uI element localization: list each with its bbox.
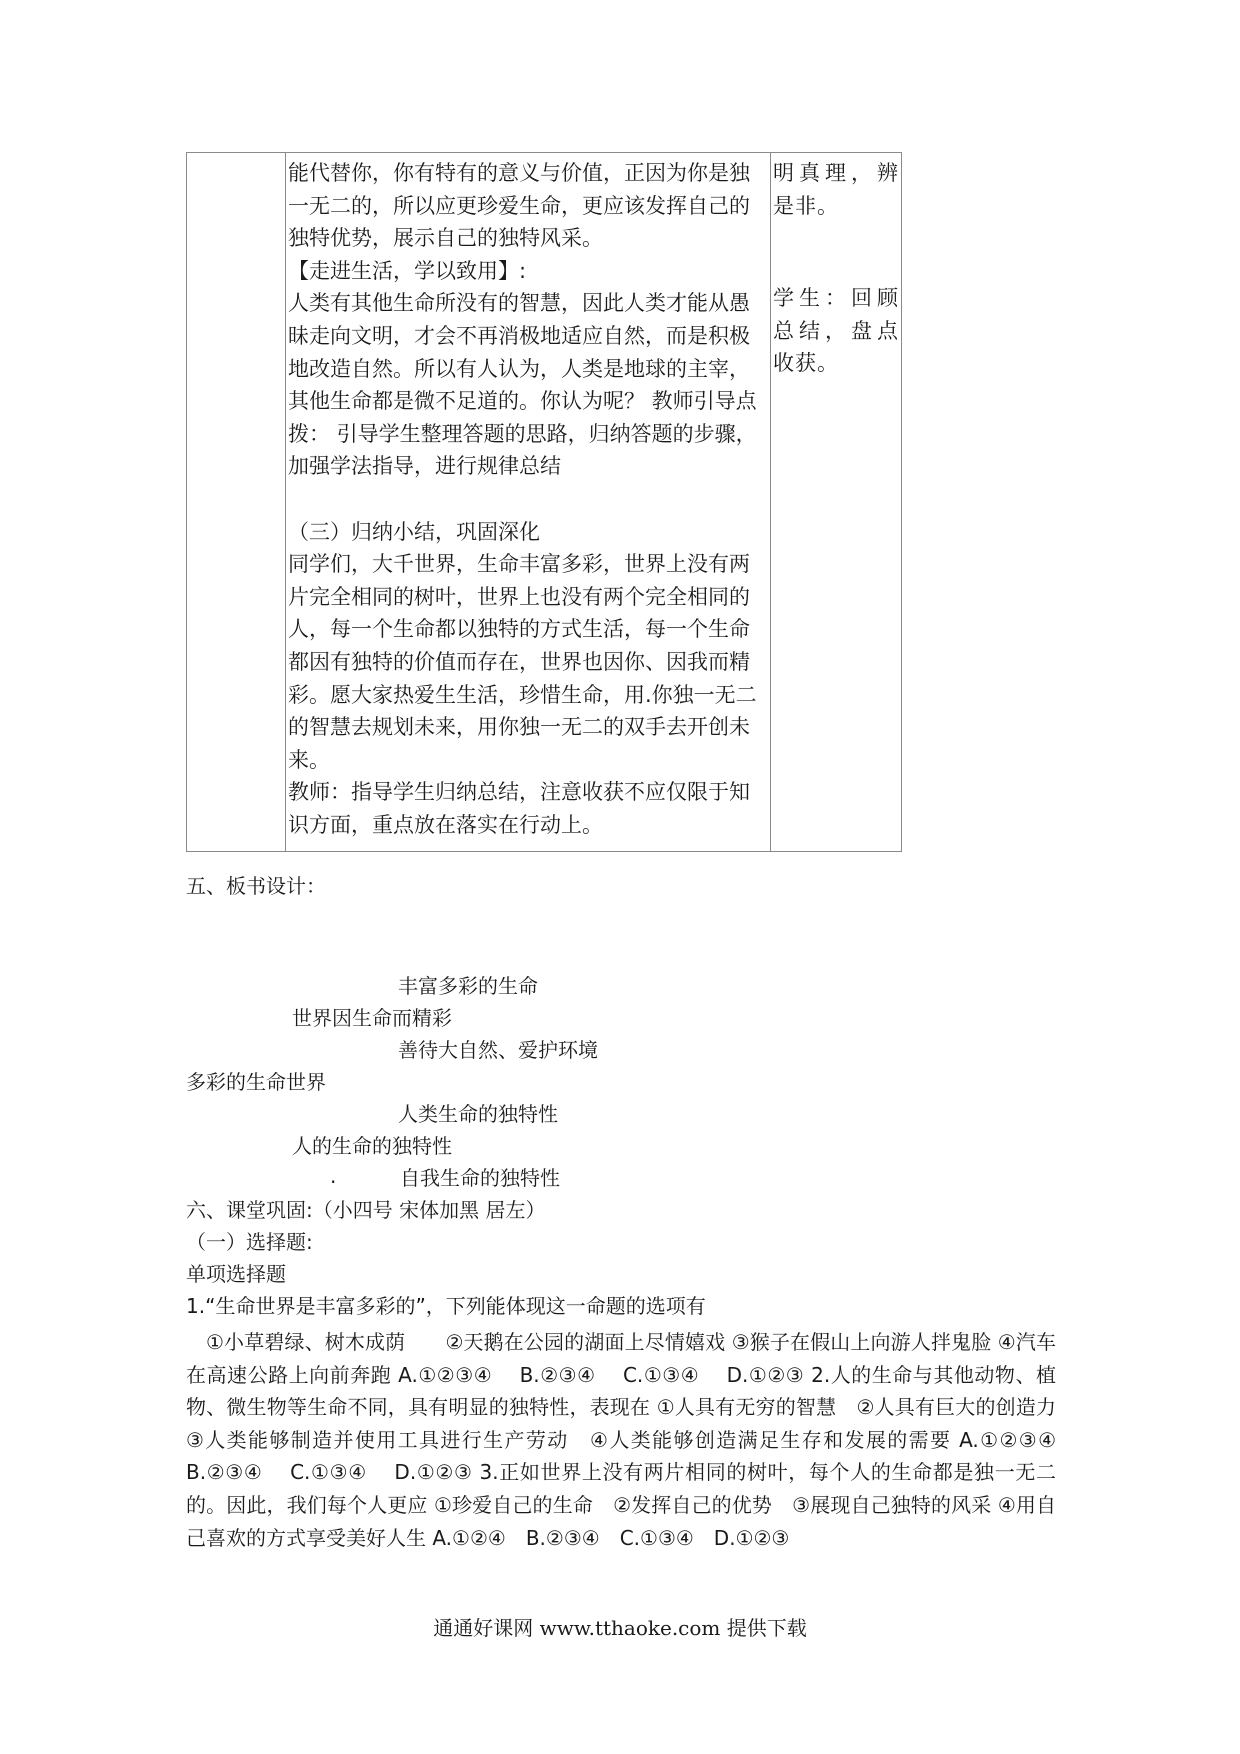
subheading: 单项选择题 <box>186 1262 286 1286</box>
empty-cell <box>187 153 286 852</box>
footer-url: www.tthaoke.com <box>539 1616 721 1640</box>
subheading: （一）选择题: <box>186 1230 313 1254</box>
board-line: 世界因生命而精彩 <box>292 1006 452 1030</box>
board-line: 善待大自然、爱护环境 <box>398 1038 598 1062</box>
teacher-activity-cell <box>286 153 771 852</box>
footer <box>0 1612 1240 1641</box>
board-dot: . <box>330 1164 337 1188</box>
paragraph: 人类有其他生命所没有的智慧，因此人类才能从愚昧走向文明，才会不再消极地适应自然，而是积极地改造自然。所以有人认为，人类是地球的主宰，其他生命都是微不足道的。你认为呢？ 教师引导点拨： 引导学生整理答题的思路，归纳答题的步骤，加强学法指导，进行规律总结 <box>288 291 757 479</box>
section-heading: 【走进生活，学以致用】: <box>288 258 527 283</box>
section-heading: 五、板书设计： <box>186 874 326 898</box>
paragraph: 学生：回顾总结，盘点收获。 <box>773 286 899 376</box>
question-options: ①小草碧绿、树木成荫 ②天鹅在公园的湖面上尽情嬉戏 ③猴子在假山上向游人拌鬼脸 ④汽车在高速公路上向前奔跑 A.①②③④ B.②③④ C.①③④ D.①②③ 2.人的生命与其他动物、植物、微生物等生命不同，具有明显的独特性，表现在 ①人具有无穷的智慧 ②人具有巨大的创造力 ③人类能够制造并使用工具进行生产劳动 ④人类能够创造满足生存和发展的需要 A.①②③④ B.②③④ C.①③④ D.①②③ 3.正如世界上没有两片相同的树叶，每个人的生命都是独一无二的。因此，我们每个人更应 ①珍爱自己的生命 ②发挥自己的优势 ③展现自己独特的风采 ④用自己喜欢的方式享受美好人生 A.①②④ B.②③④ C.①③④ D.①②③ <box>186 1330 1083 1550</box>
footer-suffix: 提供下载 <box>726 1616 807 1640</box>
footer-site-name: 通通好课网 <box>433 1616 534 1640</box>
question: 1.“生命世界是丰富多彩的”，下列能体现这一命题的选项有 <box>186 1294 706 1318</box>
student-activity-cell <box>771 153 902 852</box>
board-line: 自我生命的独特性 <box>400 1166 560 1190</box>
section-heading: （三）归纳小结，巩固深化 <box>288 519 540 544</box>
question-block <box>186 1326 1083 1554</box>
table-row <box>187 153 902 852</box>
board-line: 多彩的生命世界 <box>186 1070 326 1094</box>
paragraph: 教师：指导学生归纳总结，注意收获不应仅限于知识方面，重点放在落实在行动上。 <box>288 780 750 837</box>
section-heading: 六、课堂巩固:（小四号 宋体加黑 居左） <box>186 1198 546 1222</box>
paragraph: 同学们，大千世界，生命丰富多彩，世界上没有两片完全相同的树叶，世界上也没有两个完全相同的人，每一个生命都以独特的方式生活，每一个生命都因有独特的价值而存在，世界也因你、因我而精彩。愿大家热爱生生活，珍惜生命，用.你独一无二的智慧去规划未来，用你独一无二的双手去开创未来。 <box>288 552 757 772</box>
lesson-table <box>186 152 902 852</box>
board-line: 丰富多彩的生命 <box>398 974 538 998</box>
paragraph: 明真理，辨是非。 <box>773 161 899 218</box>
paragraph: 能代替你，你有特有的意义与价值，正因为你是独一无二的，所以应更珍爱生命，更应该发挥自己的独特优势，展示自己的独特风采。 <box>288 161 750 251</box>
board-line: 人的生命的独特性 <box>292 1134 452 1158</box>
board-line: 人类生命的独特性 <box>398 1102 558 1126</box>
